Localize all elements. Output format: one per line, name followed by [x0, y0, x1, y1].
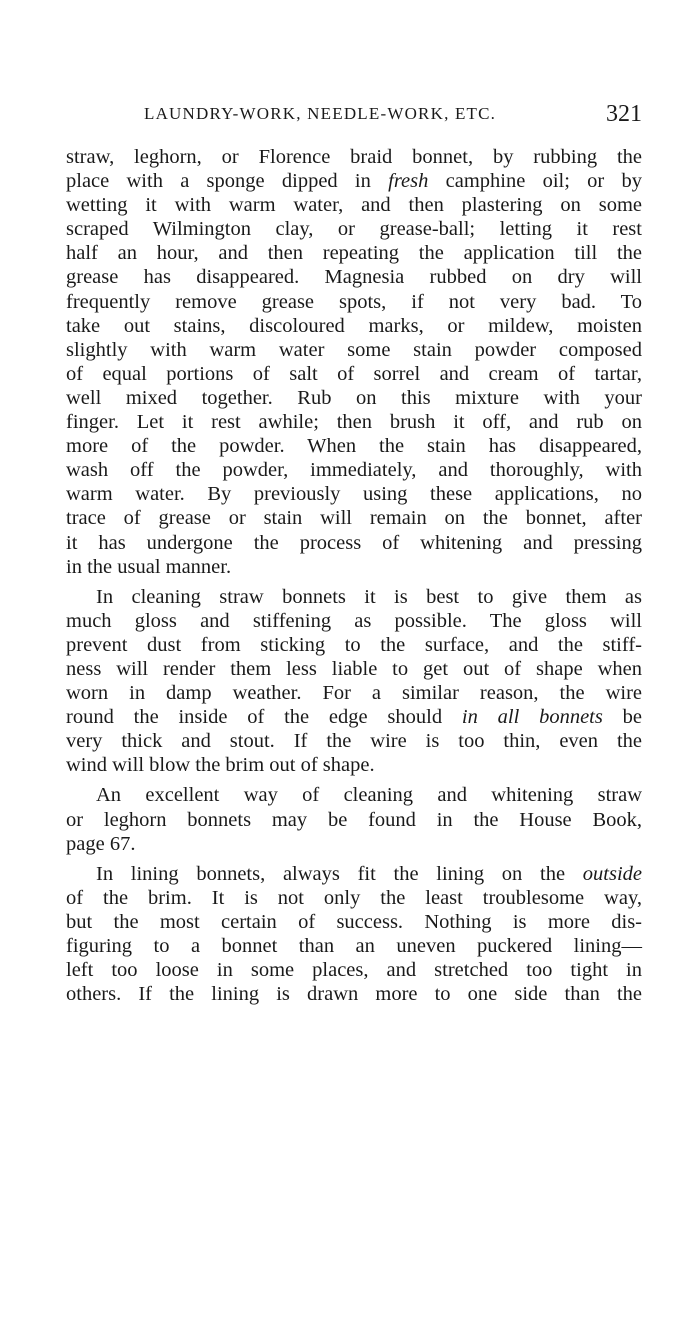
text-line: slightly with warm water some stain powder composed	[66, 338, 642, 361]
text-line: scraped Wilmington clay, or grease-ball; letting it rest	[66, 218, 642, 241]
text-line: wetting it with warm water, and then plastering on some	[66, 194, 642, 217]
text-line: In lining bonnets, always fit the lining on the outside	[96, 862, 642, 885]
text-line: An excellent way of cleaning and whitening straw	[96, 784, 642, 807]
text-line: but the most certain of success. Nothing is more dis-	[66, 910, 642, 933]
text-line: round the inside of the edge should in all bonnets be	[66, 706, 642, 729]
body-text	[66, 145, 642, 1006]
running-title: LAUNDRY-WORK, NEEDLE-WORK, ETC.	[144, 104, 497, 123]
text-line: figuring to a bonnet than an uneven puckered lining—	[66, 935, 642, 957]
text-line: straw, leghorn, or Florence braid bonnet, by rubbing the	[66, 146, 642, 168]
text-line: more of the powder. When the stain has disappeared,	[66, 435, 642, 458]
text-line: wash off the powder, immediately, and thoroughly, with	[66, 459, 642, 482]
emphasis: fresh	[388, 170, 429, 193]
text-line: finger. Let it rest awhile; then brush it off, and rub on	[66, 411, 642, 434]
text-line: of equal portions of salt of sorrel and cream of tartar,	[66, 362, 642, 385]
text-line: In cleaning straw bonnets it is best to give them as	[96, 585, 642, 608]
text-line: of the brim. It is not only the least troublesome way,	[66, 886, 642, 909]
emphasis: outside	[582, 862, 642, 885]
emphasis: in all bonnets	[461, 706, 603, 729]
running-head	[66, 101, 642, 131]
text-line: warm water. By previously using these applications, no	[66, 483, 642, 506]
text-line: it has undergone the process of whitening and pressing	[66, 531, 642, 554]
text-line: very thick and stout. If the wire is too thin, even the	[66, 730, 642, 753]
text-line: prevent dust from sticking to the surface, and the stiff-	[66, 633, 642, 656]
text-line: wind will blow the brim out of shape.	[66, 754, 375, 777]
text-line: or leghorn bonnets may be found in the House Book,	[66, 808, 642, 831]
text-line: left too loose in some places, and stretched too tight in	[66, 959, 642, 982]
text-line: page 67.	[66, 832, 136, 855]
text-line: well mixed together. Rub on this mixture with your	[66, 386, 642, 409]
text-line: others. If the lining is drawn more to one side than the	[66, 983, 642, 1006]
text-line: trace of grease or stain will remain on the bonnet, after	[66, 507, 642, 530]
page-number: 321	[606, 101, 642, 127]
text-line: take out stains, discoloured marks, or mildew, moisten	[66, 314, 642, 337]
text-line: place with a sponge dipped in fresh camphine oil; or by	[66, 170, 642, 193]
text-line: worn in damp weather. For a similar reason, the wire	[66, 682, 642, 705]
text-line: much gloss and stiffening as possible. The gloss will	[66, 609, 642, 632]
text-line: in the usual manner.	[66, 555, 232, 578]
text-line: half an hour, and then repeating the application till the	[66, 242, 642, 265]
text-line: grease has disappeared. Magnesia rubbed on dry will	[66, 266, 642, 289]
text-line: frequently remove grease spots, if not very bad. To	[66, 290, 642, 313]
text-line: ness will render them less liable to get out of shape when	[66, 657, 642, 680]
